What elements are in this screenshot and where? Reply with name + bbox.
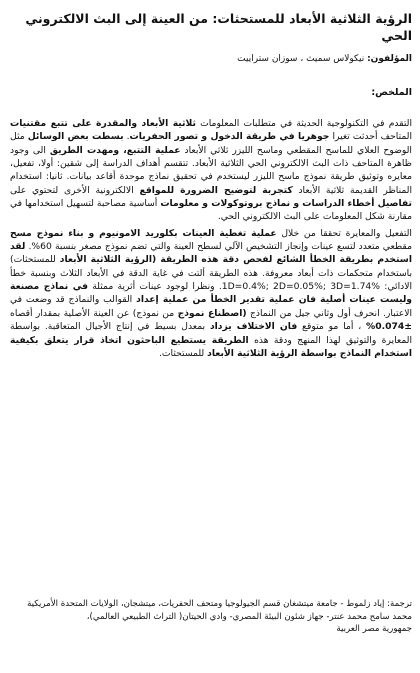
text-run: الالكترونية الأخرى لتحتوي على xyxy=(10,184,140,196)
abstract-heading: الملخص: xyxy=(371,87,412,98)
footnote-line-3: جمهورية مصر العربية xyxy=(336,624,412,634)
text-run: التفعيل والمعايرة تحققا من خلال xyxy=(276,227,412,239)
bold-text-run: الطريقة يستطيع الباحثون اتخاذ قرار يتعلق بكيفية استخدام النماذج بواسطة الرؤية الثلاثية الأبعاد xyxy=(10,334,412,359)
text-run: القوالب والنماذج قد وضعت في الاعتبار. انحرف أول وثاني جيل من النماذج xyxy=(10,294,412,319)
bold-text-run: ثلاثية الأبعاد والمقدرة على تتبع مقتنيات xyxy=(10,118,196,129)
bold-text-run: بسطت بعض الوسائل xyxy=(27,131,124,143)
bold-text-run: جوهريا في طريقة الدخول و تصور الحفريات xyxy=(129,131,330,143)
text-run: مثل الوضوح العلاي للماسح المقطعي وماسح الليزر ثلاثي الأبعاد xyxy=(10,131,412,156)
abstract-body xyxy=(10,117,412,360)
bold-text-run: ±0.074% xyxy=(366,321,412,333)
translator-footnote xyxy=(10,598,412,636)
bold-text-run: تفاصيل أخطاء الدراسات و نماذج بروتوكولات و معلومات xyxy=(160,198,412,210)
text-run: بمعدل بسيط في إنتاج الأجيال المتعاقبة. بواسطة المعايرة والتوثيق لهذا المنهج ودقة هذه xyxy=(10,321,412,346)
text-run: الى وجود ظاهرة المتاحف ذات البث الالكتروني الحي الثلاثية الأبعاد. تتقسم أهداف الدراسة إلى شقين: أولا، تفعيل، معايره وتوثيق طريقة نموذج ماسح الليزر ليستخدم في تحقيق نماذج موحدة أقاعد بيانات. ثانيا: استخدام المناظر القديمة ثلاثية الأبعاد xyxy=(10,144,413,196)
bold-text-run: في نماذج مصنعة وليست عينات أصلية فان عملية تقدير الخطأ من عملية إعداد xyxy=(10,281,412,306)
text-run: من نموذج) عن العينة الأصلية بمقدار أقصاه xyxy=(10,307,178,319)
text-run: للمستحثات. xyxy=(158,347,208,359)
bold-text-run: عملية التتبع، ومهدت الطريق xyxy=(49,144,181,156)
text-run: أساسية مصاحبة لتسهيل استخدامها في مقارنة شكل المعلومات على البث الالكتروني الحي. xyxy=(10,198,412,223)
text-run: . xyxy=(123,131,130,143)
bold-text-run: لقد استخدم بطريقة الخطأ الشائع لفحص دقة هذه الطريقة (الرؤية الثلاثية الأبعاد xyxy=(10,241,412,266)
paper-title: الرؤية الثلاثية الأبعاد للمستحثات: من العينة إلى البث الالكتروني الحي xyxy=(25,11,412,43)
bold-text-run: عملية تغطية العينات بكلوريد الامونيوم و بناء نموذج مسح xyxy=(10,227,277,239)
footnote-line-2: محمد سامح محمد عنتر- جهاز شئون البيئة المصري- وادي الحيتان( التراث الطبيعي العالمي)، xyxy=(86,611,412,622)
authors-line xyxy=(10,53,412,65)
text-run: التقدم في التكنولوجية الحديثة في متطلبات المعلومات xyxy=(195,118,412,129)
bold-text-run: فان الاختلاف يزداد xyxy=(209,321,298,333)
abstract-paragraph-2 xyxy=(10,227,412,360)
text-run: المتاحف أحدثت تغيرا xyxy=(329,131,413,143)
bold-text-run: (اصطناع نموذج xyxy=(177,307,247,319)
text-run: ، أما مو متوقع xyxy=(297,321,366,333)
author-names: نيكولاس سميث ، سوزان ستراييت xyxy=(237,54,368,64)
abstract-paragraph-1 xyxy=(10,117,412,224)
text-run: للمستحثات) باستخدام متحكمات ذات أبعاد معروفة. هذه الطريقة ألتت في غاية الدقة في الأبعاد الثلاث وبنسبة خطأ الادائي: 1D=0.4%; 2D=0.05%; 3D=1.74%. ونظرا لوجود عينات أثرية ممثلة xyxy=(10,254,413,293)
authors-label: المؤلفون: xyxy=(367,54,412,64)
text-run: مقطعي متعدد لتسع عينات وإنجاز التشخيص الآلي لسطح العينة والتي تضم نموذج مصغر بنسبة 60%. xyxy=(25,241,412,253)
footnote-line-1: ترجمة: إياد زلموط - جامعة ميتشغان قسم الجيولوجيا ومتحف الحفريات، ميتشجان، الولايات المتحدة الأمريكية xyxy=(27,599,412,609)
bold-text-run: كتجربة لتوضيح الضرورة للمواقع xyxy=(139,184,293,196)
